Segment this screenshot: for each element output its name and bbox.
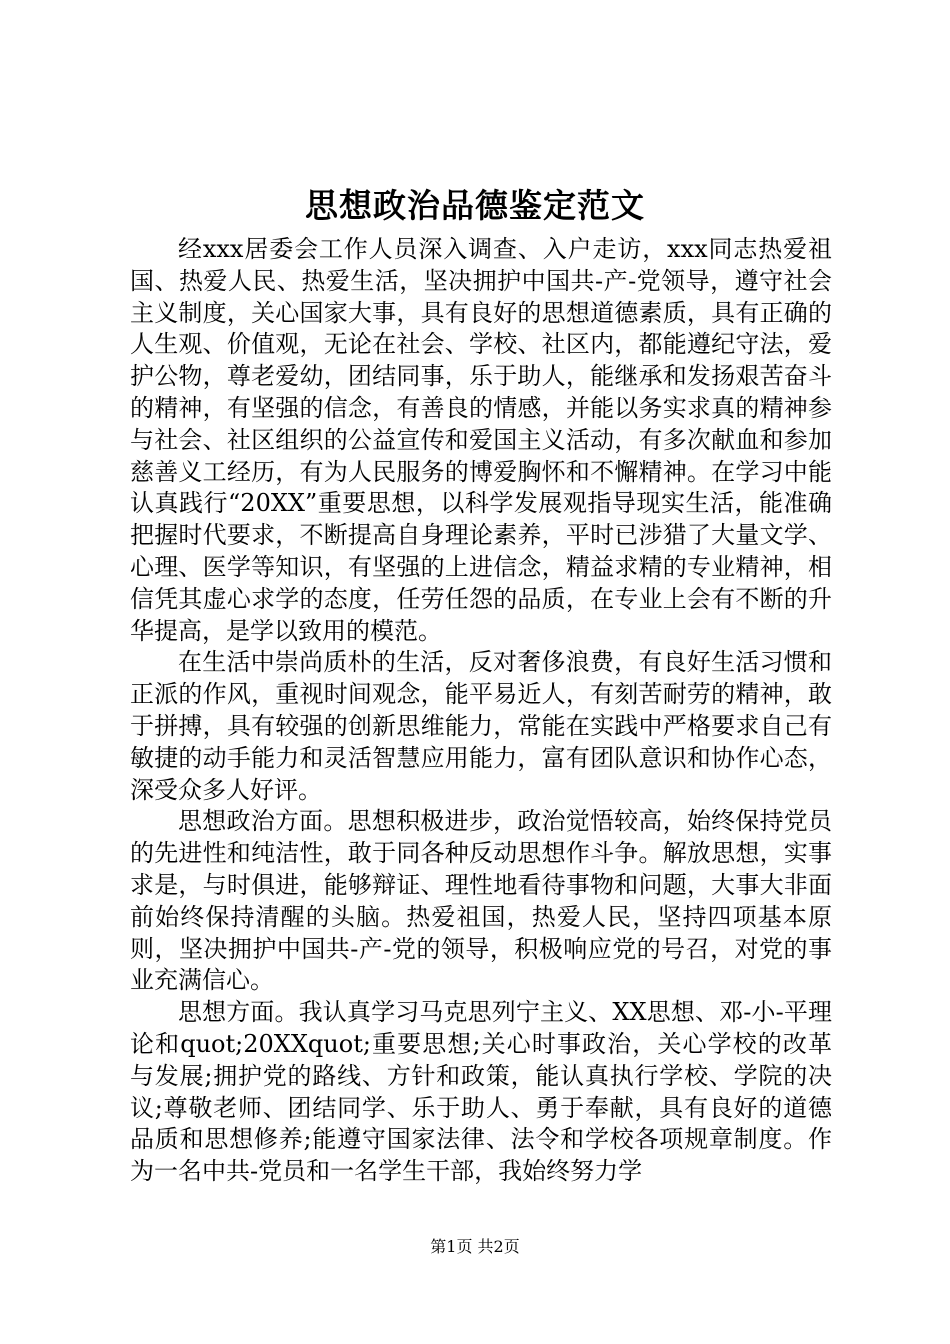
page-number-footer: 第1页 共2页 (430, 1237, 520, 1256)
paragraph-4: 思想方面。我认真学习马克思列宁主义、XX思想、邓-小-平理论和quot;20XXquot;重要思想;关心时事政治，关心学校的改革与发展;拥护党的路线、方针和政策，能认真执行学校、学院的决议;尊敬老师、团结同学、乐于助人、勇于奉献，具有良好的道德品质和思想修养;能遵守国家法律、法令和学校各项规章制度。作为一名中共-党员和一名学生干部，我始终努力学 (130, 998, 832, 1186)
paragraph-3: 思想政治方面。思想积极进步，政治觉悟较高，始终保持党员的先进性和纯洁性，敢于同各种反动思想作斗争。解放思想，实事求是，与时俱进，能够辩证、理性地看待事物和问题，大事大非面前始终保持清醒的头脑。热爱祖国，热爱人民，坚持四项基本原则，坚决拥护中国共-产-党的领导，积极响应党的号召，对党的事业充满信心。 (130, 807, 832, 995)
paragraph-1: 经xxx居委会工作人员深入调查、入户走访，xxx同志热爱祖国、热爱人民、热爱生活，坚决拥护中国共-产-党领导，遵守社会主义制度，关心国家大事，具有良好的思想道德素质，具有正确的人生观、价值观，无论在社会、学校、社区内，都能遵纪守法，爱护公物，尊老爱幼，团结同事，乐于助人，能继承和发扬艰苦奋斗的精神，有坚强的信念，有善良的情感，并能以务实求真的精神参与社会、社区组织的公益宣传和爱国主义活动，有多次献血和参加慈善义工经历，有为人民服务的博爱胸怀和不懈精神。在学习中能认真践行“20XX”重要思想，以科学发展观指导现实生活，能准确把握时代要求，不断提高自身理论素养，平时已涉猎了大量文学、心理、医学等知识，有坚强的上进信念，精益求精的专业精神，相信凭其虚心求学的态度，任劳任怨的品质，在专业上会有不断的升华提高，是学以致用的模范。 (130, 235, 832, 645)
paragraph-2: 在生活中崇尚质朴的生活，反对奢侈浪费，有良好生活习惯和正派的作风，重视时间观念，能平易近人，有刻苦耐劳的精神，敢于拼搏，具有较强的创新思维能力，常能在实践中严格要求自己有敏捷的动手能力和灵活智慧应用能力，富有团队意识和协作心态，深受众多人好评。 (130, 648, 832, 804)
document-title: 思想政治品德鉴定范文 (305, 186, 645, 225)
document-body (130, 234, 832, 1188)
